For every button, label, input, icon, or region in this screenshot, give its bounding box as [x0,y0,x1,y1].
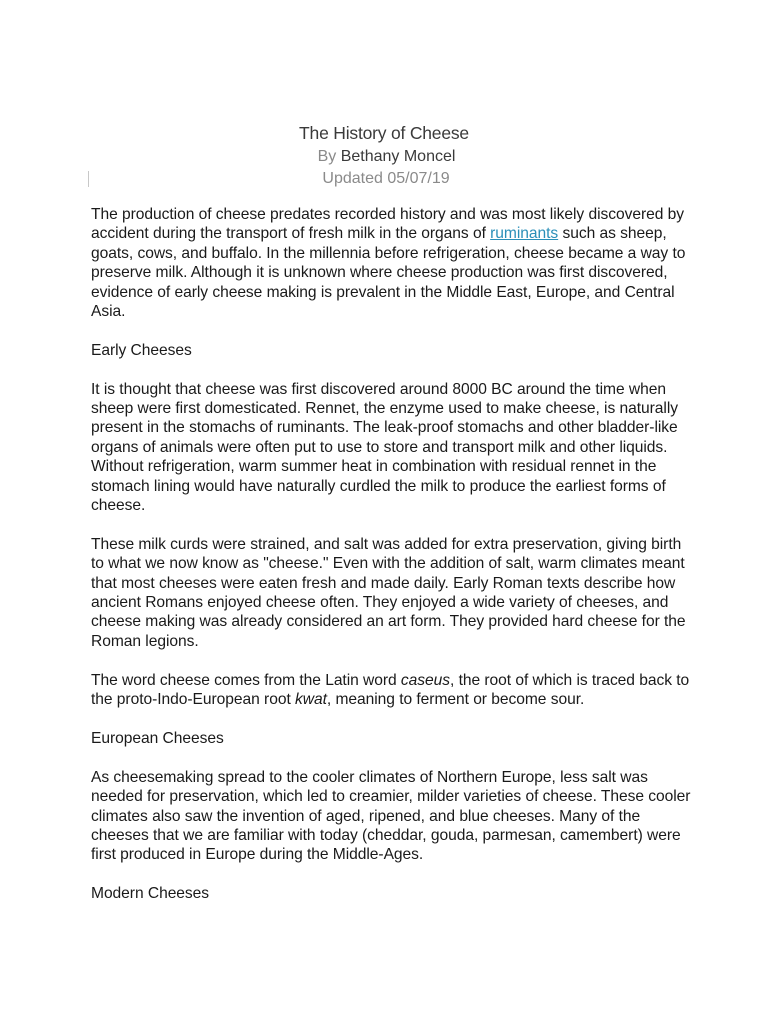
byline [0,148,768,166]
updated-date: Updated 05/07/19 [322,170,450,187]
article-body [91,205,691,923]
ruminants-link[interactable]: ruminants [490,225,559,243]
etymology-text-c: , meaning to ferment or become sour. [326,691,585,709]
word-kwat: kwat [295,691,327,709]
heading-european-cheeses: European Cheeses [91,729,224,747]
intro-paragraph [91,205,691,321]
author-name: Bethany Moncel [340,148,456,165]
early-paragraph-3 [91,671,691,710]
heading-early-cheeses: Early Cheeses [91,341,192,359]
document-title: The History of Cheese [299,123,469,143]
margin-marker [88,171,89,187]
european-paragraph-1: As cheesemaking spread to the cooler climates of Northern Europe, less salt was needed for preservation, which led to creamier, milder varieties of cheese. These cooler climates also saw the invention of aged, ripened, and blue cheeses. Many of the cheeses that we are familiar with today (cheddar, gouda, parmesan, camembert) were first produced in Europe during the Middle-Ages. [91,768,691,864]
intro-text-end: such as sheep, goats, cows, and buffalo. In the millennia before refrigeration, cheese became a way to preserve milk. Although it is unknown where cheese production was first discovered, evidence of early cheese making is prevalent in the Middle East, Europe, and Central Asia. [91,225,686,321]
early-paragraph-1: It is thought that cheese was first discovered around 8000 BC around the time when sheep were first domesticated. Rennet, the enzyme used to make cheese, is naturally present in the stomachs of ruminants. The leak-proof stomachs and other bladder-like organs of animals were often put to use to store and transport milk and other liquids. Without refrigeration, warm summer heat in combination with residual rennet in the stomach lining would have naturally curdled the milk to produce the earliest forms of cheese. [91,380,678,515]
early-paragraph-2: These milk curds were strained, and salt was added for extra preservation, giving birth to what we now know as "cheese." Even with the addition of salt, warm climates meant that most cheeses were eaten fresh and made daily. Early Roman texts describe how ancient Romans enjoyed cheese often. They enjoyed a wide variety of cheeses, and cheese making was already considered an art form. They provided hard cheese for the Roman legions. [91,535,686,650]
word-caseus: caseus [400,671,451,689]
heading-modern-cheeses: Modern Cheeses [91,885,210,903]
etymology-text-a: The word cheese comes from the Latin word [91,671,401,689]
intro-text-start: The production of cheese predates recorded history and was most likely discovered by accident during the transport of fresh milk in the organs of [91,206,685,243]
etymology-text-b: , the root of which is traced back to the proto-Indo-European root [91,671,690,709]
byline-prefix: By [317,148,337,165]
